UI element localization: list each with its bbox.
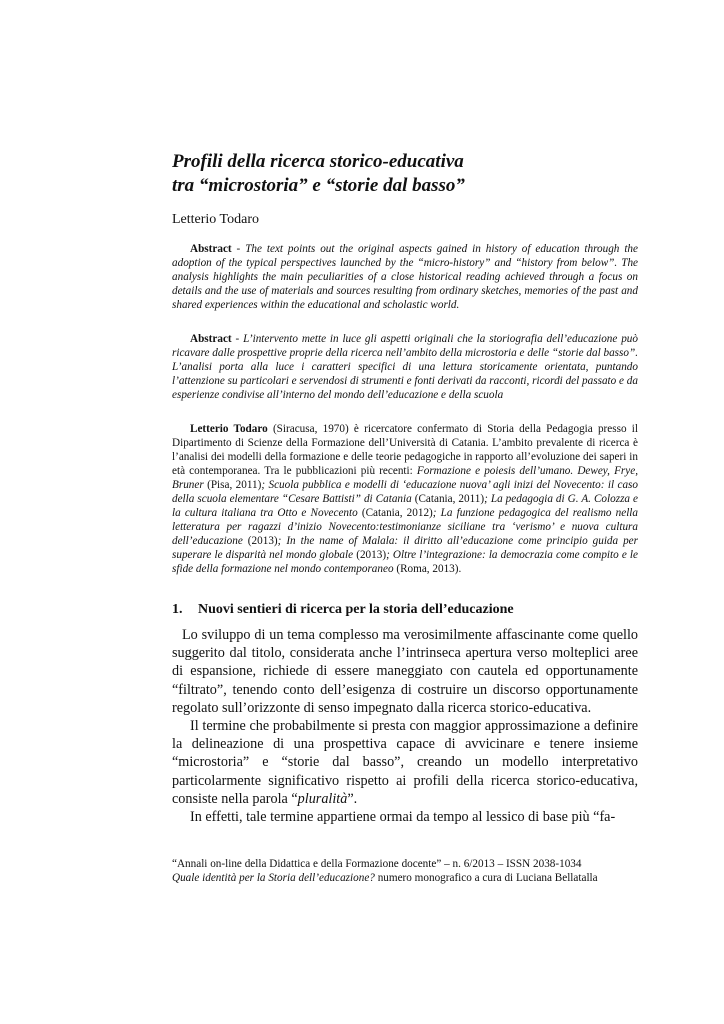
abstract-label: Abstract — [190, 333, 232, 345]
bio-text: (2013) — [353, 549, 387, 561]
abstract-italian — [172, 332, 638, 402]
bio-publication-title: ; La funzione pedagogica del realismo nella letteratura per ragazzi d’inizio Novecento:testimonianze siciliane tra ‘verismo’ e nuova cultura dell’educazione — [172, 507, 638, 547]
body-paragraph: Lo sviluppo di un tema complesso ma verosimilmente affascinante come quello suggerito dal titolo, considerata anche l’intrinseca apertura verso molteplici aree di espansione, richiede di essere maneggiato con cautela ed opportunamente “filtrato”, tenendo conto dell’esigenza di costruire un discorso opportunamente regolato sull’orizzonte di senso impegnato dalla ricerca storico-educativa. — [172, 627, 638, 716]
page-footer — [172, 857, 638, 885]
abstract-text: L’intervento mette in luce gli aspetti originali che la storiografia dell’educazione può ricavare dalle prospettive proprie della ricerca nell’ambito della microstoria e delle “storie dal basso”. L’analisi porta alla luce i caratteri specifici di una lettura storicamente orientata, puntando l’attenzione su particolari e servendosi di strumenti e fonti derivati da racconti, ricordi del passato e da esperienze condivise all’interno del mondo dell’educazione e della scuola — [172, 333, 638, 401]
article-title — [172, 150, 638, 198]
bio-text: (Catania, 2011) — [411, 493, 485, 505]
author-name: Letterio Todaro — [172, 212, 260, 227]
section-title: Nuovi sentieri di ricerca per la storia dell’educazione — [198, 602, 514, 617]
bio-publication-title: ; Scuola pubblica e modelli di ‘educazione nuova’ agli inizi del Novecento: il caso della scuola elementare “Cesare Battisti” di Catania — [172, 479, 639, 505]
emphasized-word: pluralità — [297, 790, 348, 807]
bio-publication-title: Formazione e poiesis dell’umano. Dewey, Frye, Bruner — [172, 465, 638, 491]
section-number: 1. — [172, 602, 183, 617]
abstract-separator: - — [231, 333, 244, 345]
footer-issue-title: Quale identità per la Storia dell’educazione? — [172, 872, 375, 884]
abstract-text: The text points out the original aspects gained in history of education through the adoption of the typical perspectives launched by the “micro-history” and “history from below”. The analysis highlights the main peculiarities of a close historical reading achieved through a focus on details and the use of materials and sources resulting from ordinary sketches, memories of the past and shared experiences within the educational and scholastic world. — [172, 243, 638, 311]
bio-text: (Catania, 2012) — [357, 507, 433, 519]
footer-issue-editor: numero monografico a cura di Luciana Bellatalla — [374, 872, 598, 884]
section-heading — [172, 602, 638, 618]
bio-publication-title: ; Oltre l’integrazione: la democrazia come compito e le sfide della formazione nel mondo contemporaneo — [172, 549, 638, 575]
abstract-label: Abstract — [190, 243, 232, 255]
author-bio — [172, 422, 638, 576]
abstract-english — [172, 242, 638, 312]
bio-publication-title: ; In the name of Malala: il diritto all’educazione come principio guida per superare le disparità nel mondo globale — [172, 535, 638, 561]
bio-text: (2013) — [242, 535, 278, 547]
title-line-1: Profili della ricerca storico-educativa — [172, 151, 464, 172]
bio-text: (Roma, 2013). — [393, 563, 462, 575]
bio-author-name: Letterio Todaro — [190, 423, 268, 435]
footer-issue-line — [172, 871, 638, 885]
abstract-separator: - — [231, 243, 246, 255]
body-paragraph — [172, 717, 638, 808]
paragraph-text: Il termine che probabilmente si presta con maggior approssimazione a definire la delineazione di una prospettiva capace di avvicinare e tenere insieme “microstoria” e “storie dal basso”, creando un modello interpretativo particolarmente significativo rispetto ai profili della ricerca storico-educativa, consiste nella parola “ — [172, 718, 638, 807]
bio-publication-title: ; La pedagogia di G. A. Colozza e la cultura italiana tra Otto e Novecento — [172, 493, 638, 519]
body-paragraph: In effetti, tale termine appartiene ormai da tempo al lessico di base più “fa- — [190, 809, 616, 826]
paragraph-text: ”. — [347, 790, 358, 807]
title-line-2: tra “microstoria” e “storie dal basso” — [172, 175, 465, 196]
article-page — [172, 150, 638, 826]
bio-text: (Siracusa, 1970) è ricercatore confermato di Storia della Pedagogia presso il Dipartimento di Scienze della Formazione dell’Università di Catania. L’ambito prevalente di ricerca è l’analisi dei modelli della formazione e delle teorie pedagogiche in rapporto all’evoluzione dei saperi in età contemporanea. Tra le pubblicazioni più recenti: — [172, 423, 638, 477]
footer-journal-line: “Annali on-line della Didattica e della Formazione docente” – n. 6/2013 – ISSN 2038-1034 — [172, 858, 582, 870]
bio-text: (Pisa, 2011) — [203, 479, 262, 491]
